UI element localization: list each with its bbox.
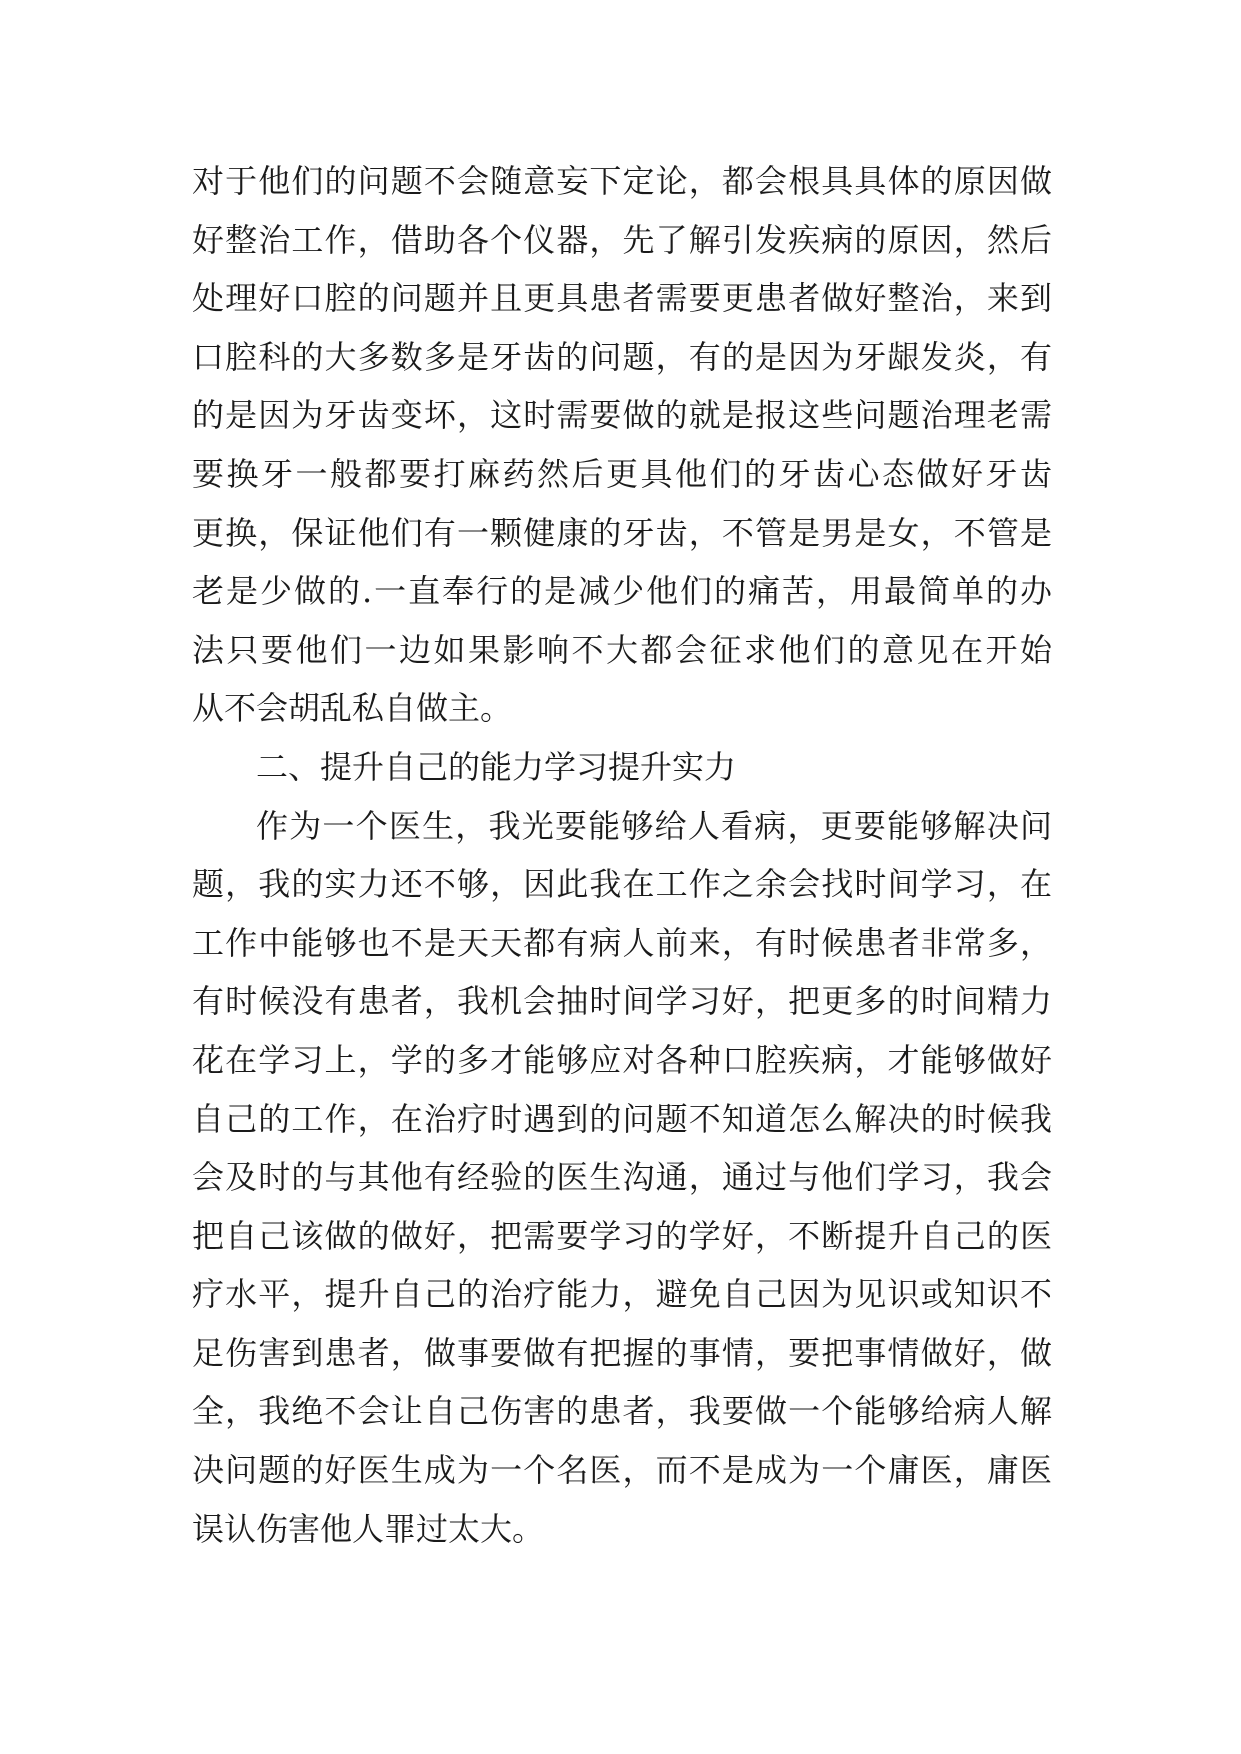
text-line: 决问题的好医生成为一个名医，而不是成为一个庸医，庸医 [192,1451,1052,1490]
text-line: 好整治工作，借助各个仪器，先了解引发疾病的原因，然后 [192,220,1052,259]
document-body [192,152,1052,1558]
text-line: 要换牙一般都要打麻药然后更具他们的牙齿心态做好牙齿 [192,454,1052,493]
text-line: 花在学习上，学的多才能够应对各种口腔疾病，才能够做好 [192,1040,1052,1079]
text-line: 老是少做的.一直奉行的是减少他们的痛苦，用最简单的办 [192,572,1052,611]
text-line: 作为一个医生，我光要能够给人看病，更要能够解决问 [256,806,1052,845]
text-line: 更换，保证他们有一颗健康的牙齿，不管是男是女，不管是 [192,513,1052,552]
text-line: 足伤害到患者，做事要做有把握的事情，要把事情做好，做 [192,1333,1052,1372]
text-line: 从不会胡乱私自做主。 [192,689,513,728]
text-line: 对于他们的问题不会随意妄下定论，都会根具具体的原因做 [192,162,1052,200]
text-line: 处理好口腔的问题并且更具患者需要更患者做好整治，来到 [192,279,1052,318]
text-line: 的是因为牙齿变坏，这时需要做的就是报这些问题治理老需 [192,396,1052,435]
text-line: 会及时的与其他有经验的医生沟通，通过与他们学习，我会 [192,1158,1052,1197]
text-line: 疗水平，提升自己的治疗能力，避免自己因为见识或知识不 [192,1275,1052,1314]
section-heading: 二、提升自己的能力学习提升实力 [256,747,737,786]
text-line: 题，我的实力还不够，因此我在工作之余会找时间学习，在 [192,865,1052,904]
text-line: 口腔科的大多数多是牙齿的问题，有的是因为牙龈发炎，有 [192,337,1052,376]
text-line: 自己的工作，在治疗时遇到的问题不知道怎么解决的时候我 [192,1099,1052,1138]
text-line: 把自己该做的做好，把需要学习的学好，不断提升自己的医 [192,1216,1052,1255]
text-line: 全，我绝不会让自己伤害的患者，我要做一个能够给病人解 [192,1392,1052,1431]
text-line: 工作中能够也不是天天都有病人前来，有时候患者非常多， [192,923,1052,962]
text-line: 法只要他们一边如果影响不大都会征求他们的意见在开始 [192,630,1052,669]
text-line: 误认伤害他人罪过太大。 [192,1509,545,1548]
text-line: 有时候没有患者，我机会抽时间学习好，把更多的时间精力 [192,982,1052,1021]
